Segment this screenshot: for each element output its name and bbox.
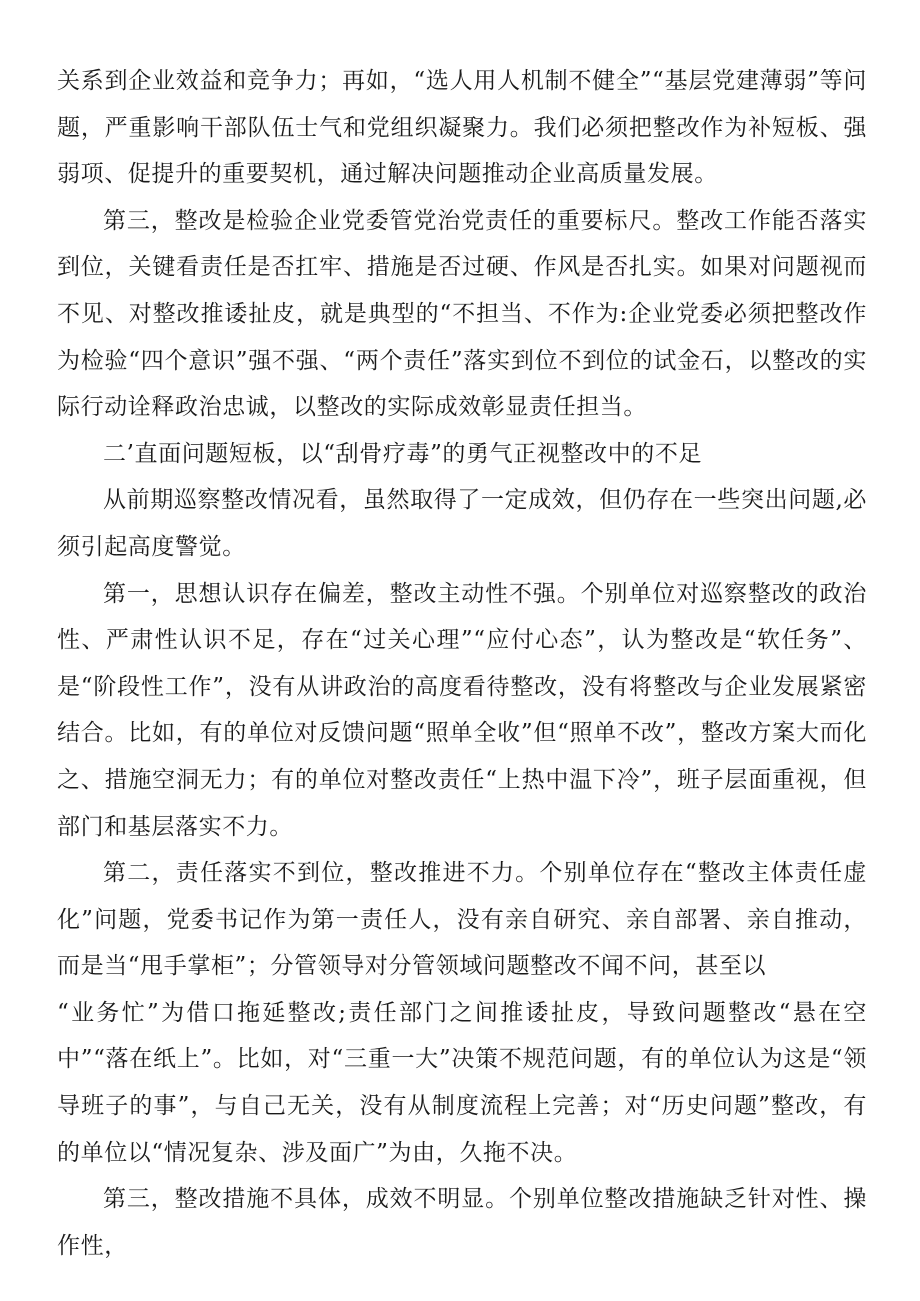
paragraph-first-issue: 第一，思想认识存在偏差，整改主动性不强。个别单位对巡察整改的政治性、严肃性认识不足，存在“过关心理”“应付心态”，认为整改是“软任务”、是“阶段性工作”，没有从讲政治的高度看待整改，没有将整改与企业发展紧密结合。比如，有的单位对反馈问题“照单全收”但“照单不改”，整改方案大而化之、措施空洞无力；有的单位对整改责任“上热中温下冷”，班子层面重视，但部门和基层落实不力。	[57, 580, 867, 840]
section-heading: 二’直面问题短板，以“刮骨疗毒”的勇气正视整改中的不足	[103, 440, 703, 467]
paragraph-overview: 从前期巡察整改情况看，虽然取得了一定成效，但仍存在一些突出问题,必须引起高度警觉。	[57, 487, 867, 560]
paragraph-second-issue-continued: “业务忙”为借口拖延整改;责任部门之间推诿扯皮，导致问题整改“悬在空中”“落在纸上”。比如，对“三重一大”决策不规范问题，有的单位认为这是“领导班子的事”，与自己无关，没有从制度流程上完善；对“历史问题”整改，有的单位以“情况复杂、涉及面广”为由，久拖不决。	[57, 999, 867, 1166]
paragraph-second-issue: 第二，责任落实不到位，整改推进不力。个别单位存在“整改主体责任虚化”问题，党委书记作为第一责任人，没有亲自研究、亲自部署、亲自推动，而是当“甩手掌柜”；分管领导对分管领域问题整改不闻不问，甚至以	[57, 860, 867, 980]
paragraph-continuation: 关系到企业效益和竞争力；再如，“选人用人机制不健全”“基层党建薄弱”等问题，严重影响干部队伍士气和党组织凝聚力。我们必须把整改作为补短板、强弱项、促提升的重要契机，通过解决问题推动企业高质量发展。	[57, 68, 867, 188]
paragraph-third-point-responsibility: 第三，整改是检验企业党委管党治党责任的重要标尺。整改工作能否落实到位，关键看责任是否扛牢、措施是否过硬、作风是否扎实。如果对问题视而不见、对整改推诿扯皮，就是典型的“不担当、不作为:企业党委必须把整改作为检验“四个意识”强不强、“两个责任”落实到位不到位的试金石，以整改的实际行动诠释政治忠诚，以整改的实际成效彰显责任担当。	[57, 207, 867, 421]
paragraph-third-issue: 第三，整改措施不具体，成效不明显。个别单位整改措施缺乏针对性、操作性，	[57, 1186, 867, 1259]
document-body	[57, 58, 867, 1269]
